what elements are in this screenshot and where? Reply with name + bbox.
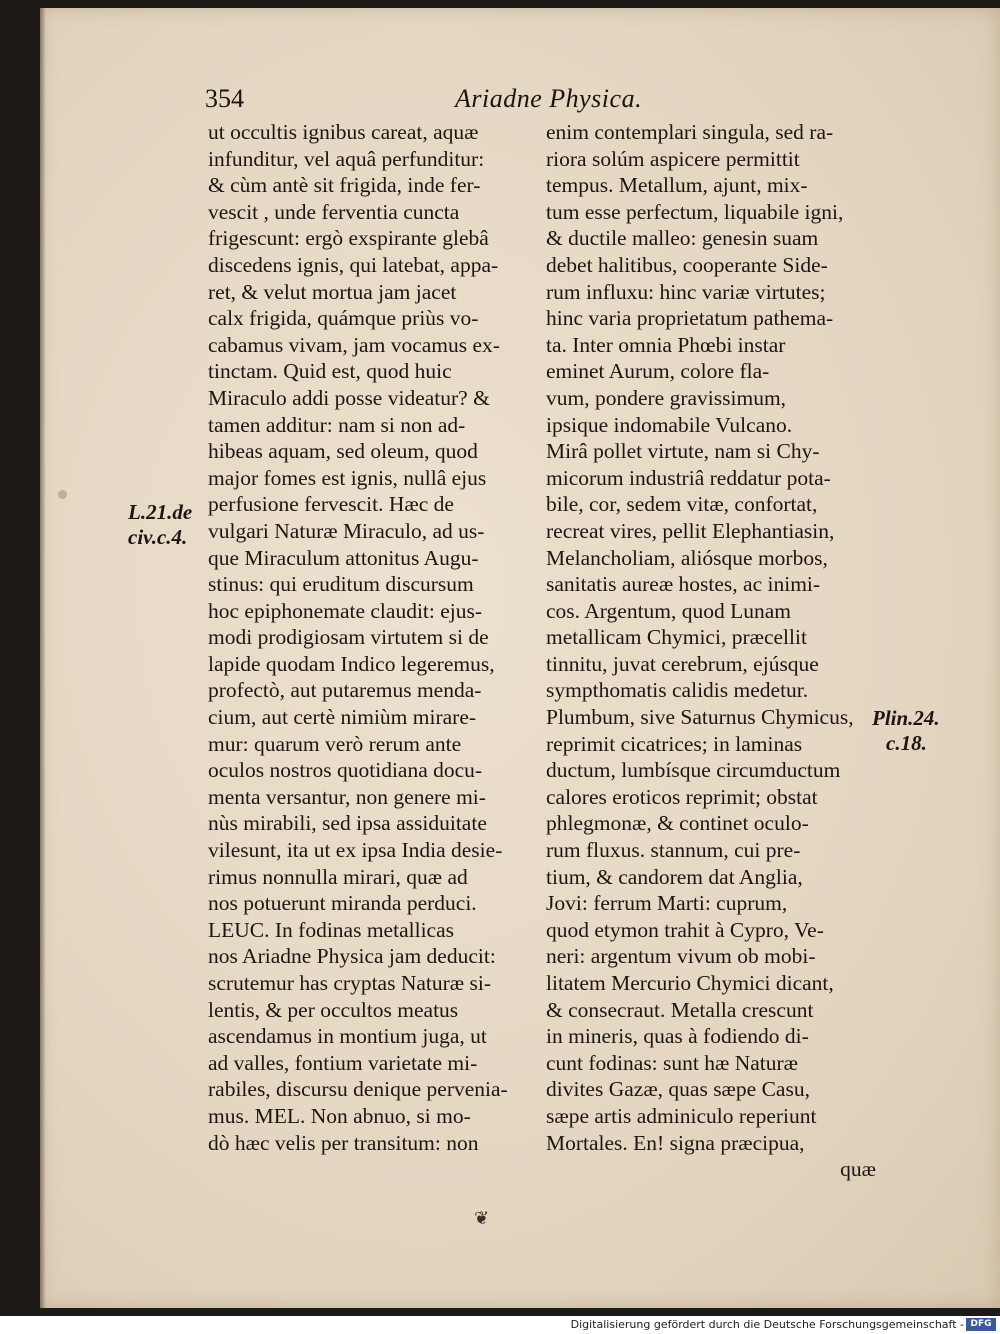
text-line: neri: argentum vivum ob mobi-	[546, 944, 816, 969]
text-line: enim contemplari singula, sed ra-	[546, 120, 834, 144]
text-line: discedens ignis, qui latebat, appa-	[208, 252, 499, 277]
text-line: profectò, aut putaremus menda-	[208, 678, 482, 703]
text-line: tinnitu, juvat cerebrum, ejúsque	[546, 651, 819, 676]
catchword: quæ	[840, 1157, 876, 1181]
text-line: lapide quodam Indico legeremus,	[208, 651, 495, 676]
text-line: micorum industriâ reddatur pota-	[546, 465, 831, 490]
right-text-column	[546, 119, 868, 1156]
text-line: divites Gazæ, quas sæpe Casu,	[546, 1077, 810, 1102]
text-line: mur: quarum verò rerum ante	[208, 731, 462, 756]
text-line: eminet Aurum, colore fla-	[546, 359, 770, 384]
text-line: riora solúm aspicere permittit	[546, 146, 800, 171]
text-line: phlegmonæ, & continet oculo-	[546, 811, 809, 836]
ink-stain	[58, 490, 67, 499]
text-line: rimus nonnulla mirari, quæ ad	[208, 864, 468, 889]
text-line: stinus: qui eruditum discursum	[208, 572, 474, 597]
text-line: perfusione fervescit. Hæc de	[208, 492, 454, 517]
text-line: menta versantur, non genere mi-	[208, 784, 486, 809]
text-line: ut occultis ignibus careat, aquæ	[208, 120, 479, 144]
text-line: rum influxu: hinc variæ virtutes;	[546, 279, 826, 304]
text-line: cium, aut certè nimiùm mirare-	[208, 705, 477, 730]
text-line: tinctam. Quid est, quod huic	[208, 359, 452, 384]
text-line: quod etymon trahit à Cypro, Ve-	[546, 917, 824, 942]
text-line: Miraculo addi posse videatur? &	[208, 385, 490, 410]
text-line: metallicam Chymici, præcellit	[546, 625, 807, 650]
text-line: lentis, & per occultos meatus	[208, 997, 459, 1022]
dfg-logo: DFG	[966, 1318, 996, 1331]
text-line: vescit , unde ferventia cuncta	[208, 199, 460, 224]
text-line: major fomes est ignis, nullâ ejus	[208, 465, 487, 490]
text-line: ipsique indomabile Vulcano.	[546, 412, 793, 437]
text-line: hibeas aquam, sed oleum, quod	[208, 439, 478, 464]
text-line: dò hæc velis per transitum: non	[208, 1130, 479, 1155]
text-line: nos Ariadne Physica jam deducit:	[208, 944, 496, 969]
text-line: bile, cor, sedem vitæ, confortat,	[546, 492, 818, 517]
text-line: oculos nostros quotidiana docu-	[208, 758, 483, 783]
text-line: tum esse perfectum, liquabile igni,	[546, 199, 844, 224]
text-line: & ductile malleo: genesin suam	[546, 226, 819, 251]
text-line: cos. Argentum, quod Lunam	[546, 598, 792, 623]
text-line: ret, & velut mortua jam jacet	[208, 279, 457, 304]
text-line: litatem Mercurio Chymici dicant,	[546, 971, 834, 995]
text-line: cabamus vivam, jam vocamus ex-	[208, 332, 500, 357]
text-line: rabiles, discursu denique pervenia-	[208, 1077, 508, 1102]
text-line: sanitatis aureæ hostes, ac inimi-	[546, 572, 821, 597]
text-line: hinc varia proprietatum pathema-	[546, 306, 834, 331]
page-gutter-shadow	[40, 8, 46, 1308]
text-line: hoc epiphonemate claudit: ejus-	[208, 598, 483, 623]
text-line: & cùm antè sit frigida, inde fer-	[208, 173, 481, 198]
margin-note-left	[128, 500, 192, 550]
text-line: Jovi: ferrum Marti: cuprum,	[546, 891, 788, 916]
text-line: in mineris, quas à fodiendo di-	[546, 1024, 809, 1049]
text-line: ascendamus in montium juga, ut	[208, 1024, 487, 1049]
running-head	[205, 84, 825, 118]
page-number: 354	[205, 84, 244, 113]
text-line: tempus. Metallum, ajunt, mix-	[546, 173, 808, 198]
text-line: Mirâ pollet virtute, nam si Chy-	[546, 439, 820, 464]
text-line: tium, & candorem dat Anglia,	[546, 864, 803, 889]
text-line: scrutemur has cryptas Naturæ si-	[208, 971, 492, 995]
text-line: que Miraculum attonitus Augu-	[208, 545, 479, 570]
text-line: frigescunt: ergò exspirante glebâ	[208, 226, 489, 251]
text-line: tamen additur: nam si non ad-	[208, 412, 466, 437]
text-line: & consecraut. Metalla crescunt	[546, 997, 814, 1022]
margin-note-line: c.18.	[886, 731, 927, 755]
text-line: nùs mirabili, sed ipsa assiduitate	[208, 811, 487, 836]
margin-note-line: Plin.24.	[872, 706, 940, 730]
text-line: ta. Inter omnia Phœbi instar	[546, 332, 786, 357]
text-line: ad valles, fontium varietate mi-	[208, 1050, 478, 1075]
left-text-column	[208, 119, 534, 1156]
text-line: LEUC. In fodinas metallicas	[208, 917, 454, 942]
text-line: sæpe artis adminiculo reperiunt	[546, 1103, 817, 1128]
text-line: Mortales. En! signa præcipua,	[546, 1130, 805, 1155]
text-line: rum fluxus. stannum, cui pre-	[546, 838, 801, 863]
text-line: reprimit cicatrices; in laminas	[546, 731, 803, 756]
text-line: mus. MEL. Non abnuo, si mo-	[208, 1103, 471, 1128]
text-line: Plumbum, sive Saturnus Chymicus,	[546, 705, 854, 730]
text-line: cunt fodinas: sunt hæ Naturæ	[546, 1050, 799, 1075]
text-line: modi prodigiosam virtutem si de	[208, 625, 489, 650]
text-line: vum, pondere gravissimum,	[546, 385, 787, 410]
text-line: recreat vires, pellit Elephantiasin,	[546, 518, 835, 543]
running-title: Ariadne Physica.	[455, 84, 643, 113]
text-line: vilesunt, ita ut ex ipsa India desie-	[208, 838, 503, 863]
margin-note-line: civ.c.4.	[128, 525, 188, 549]
text-line: nos potuerunt miranda perduci.	[208, 891, 477, 916]
margin-note-right	[872, 706, 940, 756]
page-ornament: ❦	[474, 1208, 490, 1228]
margin-note-line: L.21.de	[128, 500, 193, 524]
catchword-block	[546, 1156, 876, 1183]
text-line: calores eroticos reprimit; obstat	[546, 784, 818, 809]
text-line: sympthomatis calidis medetur.	[546, 678, 809, 703]
text-line: debet halitibus, cooperante Side-	[546, 252, 828, 277]
text-line: calx frigida, quámque priùs vo-	[208, 306, 479, 331]
text-line: ductum, lumbísque circumductum	[546, 758, 841, 783]
footer-credit: Digitalisierung gefördert durch die Deutsche Forschungsgemeinschaft -	[570, 1318, 964, 1331]
text-line: infunditur, vel aquâ perfunditur:	[208, 146, 485, 171]
text-line: Melancholiam, aliósque morbos,	[546, 545, 828, 570]
text-line: vulgari Naturæ Miraculo, ad us-	[208, 518, 485, 543]
